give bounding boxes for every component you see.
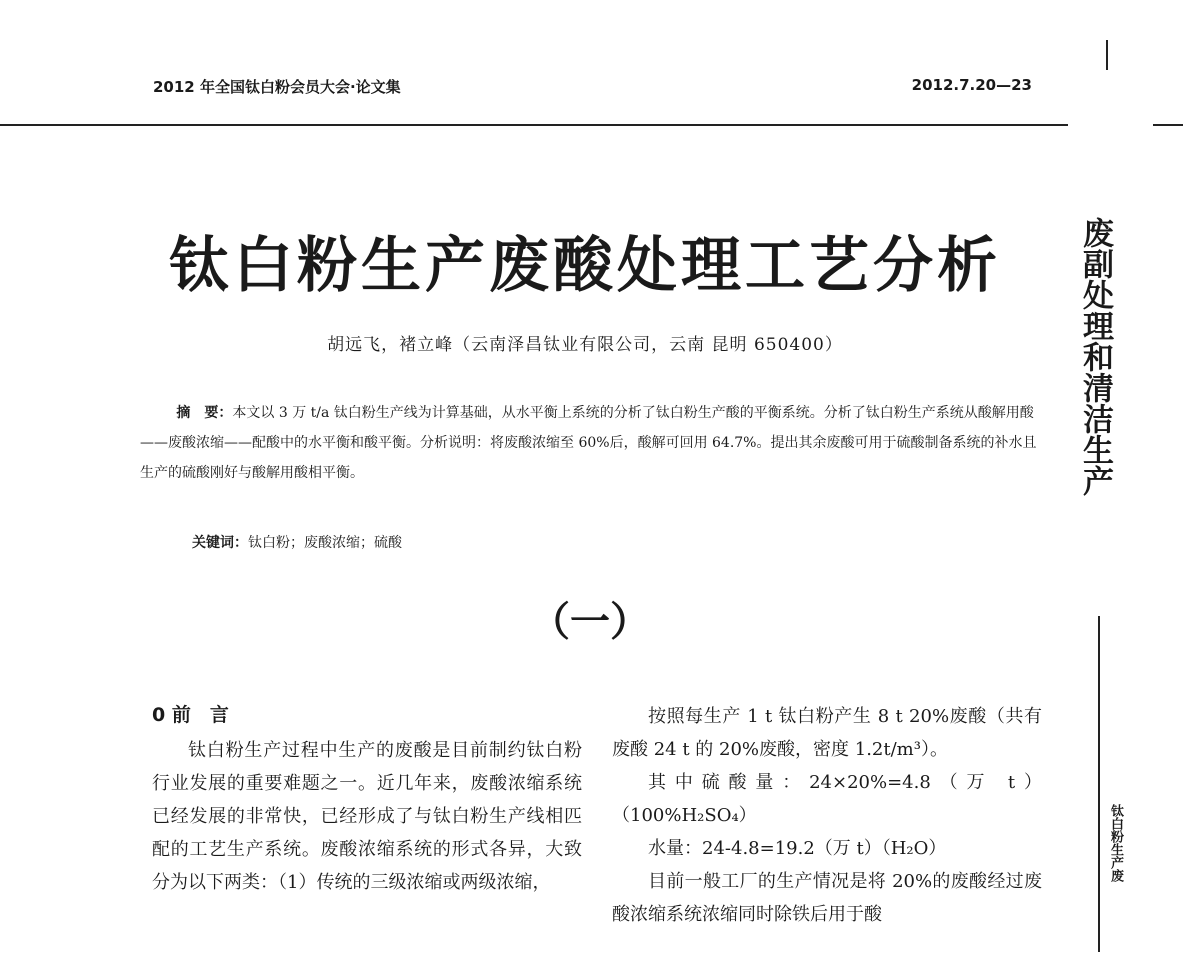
header-rule [0, 124, 1068, 126]
abstract-label: 摘 要： [176, 405, 233, 421]
section-heading: 0 前 言 [152, 704, 229, 726]
abstract-text: 本文以 3 万 t/a 钛白粉生产线为计算基础，从水平衡上系统的分析了钛白粉生产酸的平衡系统。分析了钛白粉生产系统从酸解用酸——废酸浓缩——配酸中的水平衡和酸平衡。分析说明：将废酸浓缩至 60%后，酸解可回用 64.7%。提出其余废酸可用于硫酸制备系统的补水且生产的硫酸刚好与酸解用酸相平衡。 [140, 405, 1037, 481]
right-column [612, 700, 1042, 931]
body-paragraph: 目前一般工厂的生产情况是将 20%的废酸经过废酸浓缩系统浓缩同时除铁后用于酸 [612, 871, 1042, 925]
side-header-rule [1153, 124, 1183, 126]
keywords-label: 关键词： [192, 535, 248, 551]
side-section-title: 废副处理和清洁生产 [1077, 216, 1113, 496]
left-column [152, 700, 582, 899]
section-mark: （一） [530, 599, 650, 645]
body-paragraph: 其中硫酸量：24×20%=4.8（万 t）（100%H₂SO₄） [612, 772, 1042, 826]
body-paragraph: 按照每生产 1 t 钛白粉产生 8 t 20%废酸（共有废酸 24 t 的 20%废酸，密度 1.2t/m³）。 [612, 706, 1042, 760]
side-vertical-rule [1098, 616, 1100, 952]
abstract [140, 398, 1040, 488]
abstract-paragraph [140, 398, 1040, 488]
paper-title: 钛白粉生产废酸处理工艺分析 [169, 231, 1001, 301]
running-header-left: 2012 年全国钛白粉会员大会·论文集 [153, 78, 401, 96]
authors-affiliation: 胡远飞，褚立峰（云南泽昌钛业有限公司，云南 昆明 650400） [327, 335, 843, 355]
side-top-rule [1106, 40, 1108, 70]
body-paragraph: 水量：24-4.8=19.2（万 t）（H₂O） [648, 838, 947, 859]
side-running-title: 钛白粉生产废 [1108, 804, 1123, 882]
body-paragraph: 钛白粉生产过程中生产的废酸是目前制约钛白粉行业发展的重要难题之一。近几年来，废酸浓缩系统已经发展的非常快，已经形成了与钛白粉生产线相匹配的工艺生产系统。废酸浓缩系统的形式各异，大致分为以下两类：（1）传统的三级浓缩或两级浓缩， [152, 740, 582, 893]
keywords-text: 钛白粉；废酸浓缩；硫酸 [248, 535, 402, 551]
keywords [192, 532, 402, 552]
running-header-right: 2012.7.20—23 [911, 76, 1032, 94]
